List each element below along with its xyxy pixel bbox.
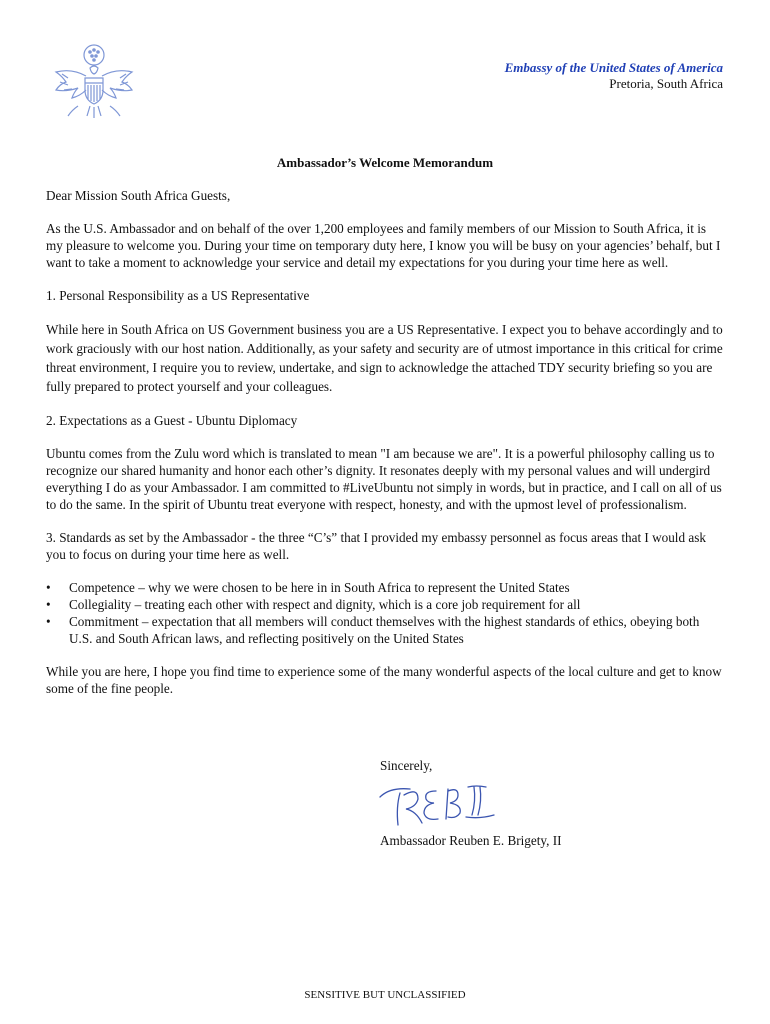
letterhead	[505, 60, 723, 92]
bullet-icon: •	[46, 597, 51, 612]
bullet-icon: •	[46, 580, 51, 595]
section-2-text: Ubuntu comes from the Zulu word which is translated to mean "I am because we are". It is a powerful philosophy calling us to recognize our shared humanity and honor each other’s dignity. It resonates deeply with my personal values and will undergird everything I do as your Ambassador. I am committed to #LiveUbuntu not simply in words, but in practice, and I call on all of us to do the same. In the spirit of Ubuntu treat everyone with respect, honesty, and with the upmost level of professionalism.	[46, 446, 722, 512]
embassy-location: Pretoria, South Africa	[609, 76, 723, 91]
memo-body	[46, 187, 726, 713]
three-cs-list	[46, 579, 726, 647]
bullet-text-commitment: Commitment – expectation that all members will conduct themselves with the highest standards of ethics, obeying both U.S. and South African laws, and reflecting positively on the United States	[69, 614, 700, 646]
bullet-text-collegiality: Collegiality – treating each other with respect and dignity, which is a core job requirement for all	[69, 597, 581, 612]
signature	[374, 775, 534, 835]
section-1-heading: 1. Personal Responsibility as a US Representative	[46, 288, 310, 303]
closing-paragraph: While you are here, I hope you find time to experience some of the many wonderful aspects of the local culture and get to know some of the fine people.	[46, 664, 722, 696]
embassy-name: Embassy of the United States of America	[504, 60, 723, 75]
classification-footer: SENSITIVE BUT UNCLASSIFIED	[304, 989, 466, 1001]
intro-paragraph: As the U.S. Ambassador and on behalf of the over 1,200 employees and family members of our Mission to South Africa, it is my pleasure to welcome you. During your time on temporary duty here, I know you will be busy on your agencies’ behalf, but I want to take a moment to acknowledge your service and detail my expectations for you during your time here as well.	[46, 221, 721, 270]
list-item	[46, 579, 726, 596]
embassy-seal	[48, 40, 140, 126]
salutation: Dear Mission South Africa Guests,	[46, 188, 231, 203]
signer-name: Ambassador Reuben E. Brigety, II	[380, 833, 562, 848]
bullet-text-competence: Competence – why we were chosen to be here in in South Africa to represent the United States	[69, 580, 570, 595]
list-item	[46, 613, 726, 647]
bullet-icon: •	[46, 614, 51, 629]
signature-icon	[374, 775, 534, 835]
sign-off: Sincerely,	[380, 758, 433, 773]
section-1-text: While here in South Africa on US Government business you are a US Representative. I expect you to behave accordingly and to work graciously with our host nation. Additionally, as your safety and security are of utmost importance in this critical for crime threat environment, I require you to review, undertake, and sign to acknowledge the attached TDY security briefing so you are fully prepared to protect yourself and your colleagues.	[46, 322, 723, 394]
section-3-heading: 3. Standards as set by the Ambassador - the three “C’s” that I provided my embassy personnel as focus areas that I would ask you to focus on during your time here as well.	[46, 530, 706, 562]
list-item	[46, 596, 726, 613]
eagle-seal-icon	[48, 40, 140, 126]
memo-title: Ambassador’s Welcome Memorandum	[276, 155, 494, 170]
section-2-heading: 2. Expectations as a Guest - Ubuntu Diplomacy	[46, 413, 298, 428]
